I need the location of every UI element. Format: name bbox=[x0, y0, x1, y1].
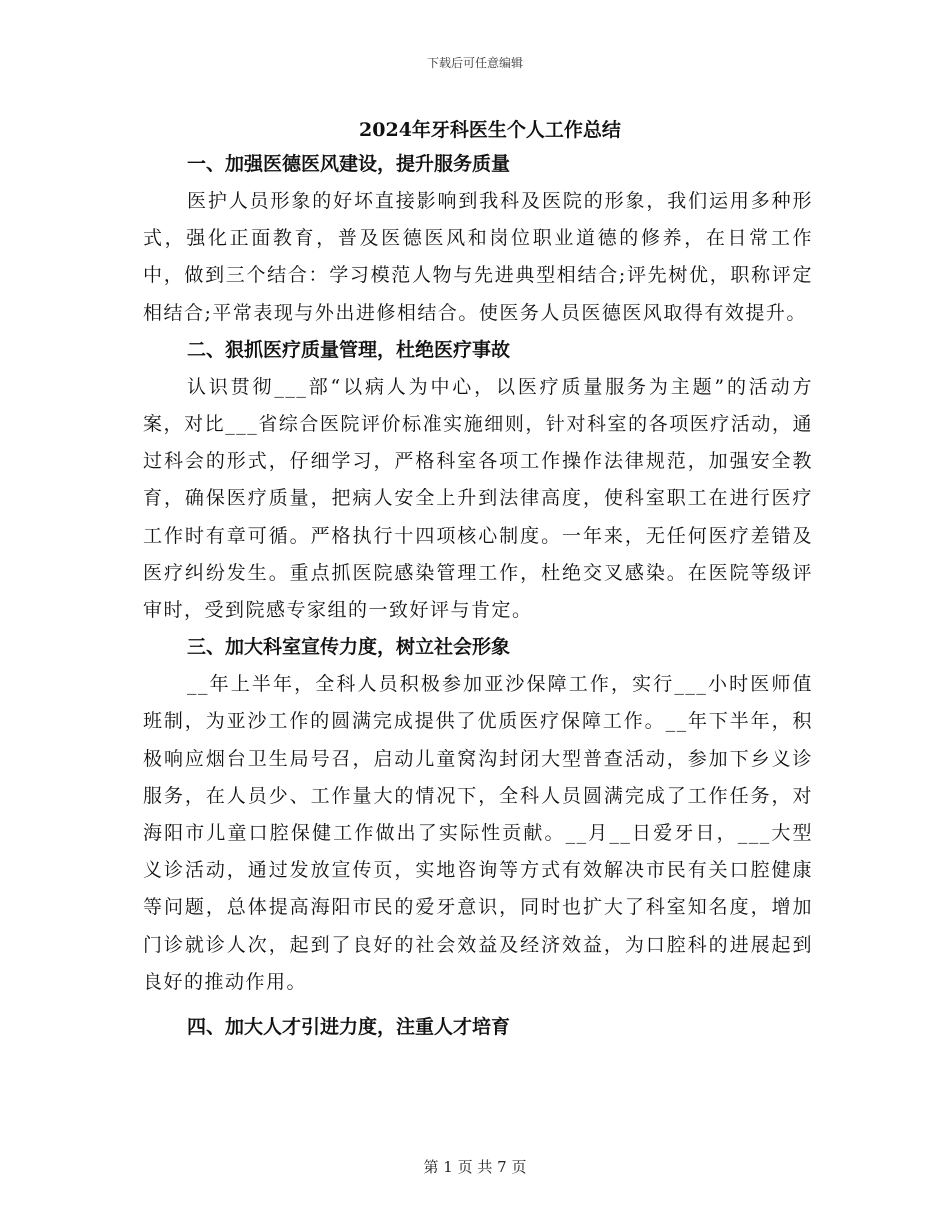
section-heading-2: 二、狠抓医疗质量管理，杜绝医疗事故 bbox=[187, 338, 511, 361]
section-heading-3: 三、加大科室宣传力度，树立社会形象 bbox=[187, 636, 511, 659]
page-header-note: 下载后可任意编辑 bbox=[426, 56, 523, 70]
page-number: 第 1 页 共 7 页 bbox=[423, 1158, 527, 1176]
document-title: 2024年牙科医生个人工作总结 bbox=[359, 119, 621, 141]
document-body bbox=[143, 114, 813, 1046]
section-paragraph-2: 认识贯彻___部“以病人为中心，以医疗质量服务为主题”的活动方案，对比___省综合医院评价标准实施细则，针对科室的各项医疗活动，通过科会的形式，仔细学习，严格科室各项工作操作法律规范，加强安全教育，确保医疗质量，把病人安全上升到法律高度，使科室职工在进行医疗工作时有章可循。严格执行十四项核心制度。一年来，无任何医疗差错及医疗纠纷发生。重点抓医院感染管理工作，杜绝交叉感染。在医院等级评审时，受到院感专家组的一致好评与肯定。 bbox=[143, 375, 813, 622]
section-paragraph-1: 医护人员形象的好坏直接影响到我科及医院的形象，我们运用多种形式，强化正面教育，普及医德医风和岗位职业道德的修养，在日常工作中，做到三个结合：学习模范人物与先进典型相结合;评先树优，职称评定相结合;平常表现与外出进修相结合。使医务人员医德医风取得有效提升。 bbox=[143, 190, 813, 324]
section-heading-1: 一、加强医德医风建设，提升服务质量 bbox=[187, 153, 511, 175]
section-heading-4: 四、加大人才引进力度，注重人才培育 bbox=[187, 1016, 511, 1039]
section-paragraph-3: __年上半年，全科人员积极参加亚沙保障工作，实行___小时医师值班制，为亚沙工作的圆满完成提供了优质医疗保障工作。__年下半年，积极响应烟台卫生局号召，启动儿童窝沟封闭大型普查活动，参加下乡义诊服务，在人员少、工作量大的情况下，全科人员圆满完成了工作任务，对海阳市儿童口腔保健工作做出了实际性贡献。__月__日爱牙日，___大型义诊活动，通过发放宣传页，实地咨询等方式有效解决市民有关口腔健康等问题，总体提高海阳市民的爱牙意识，同时也扩大了科室知名度，增加门诊就诊人次，起到了良好的社会效益及经济效益，为口腔科的进展起到良好的推动作用。 bbox=[143, 673, 813, 993]
